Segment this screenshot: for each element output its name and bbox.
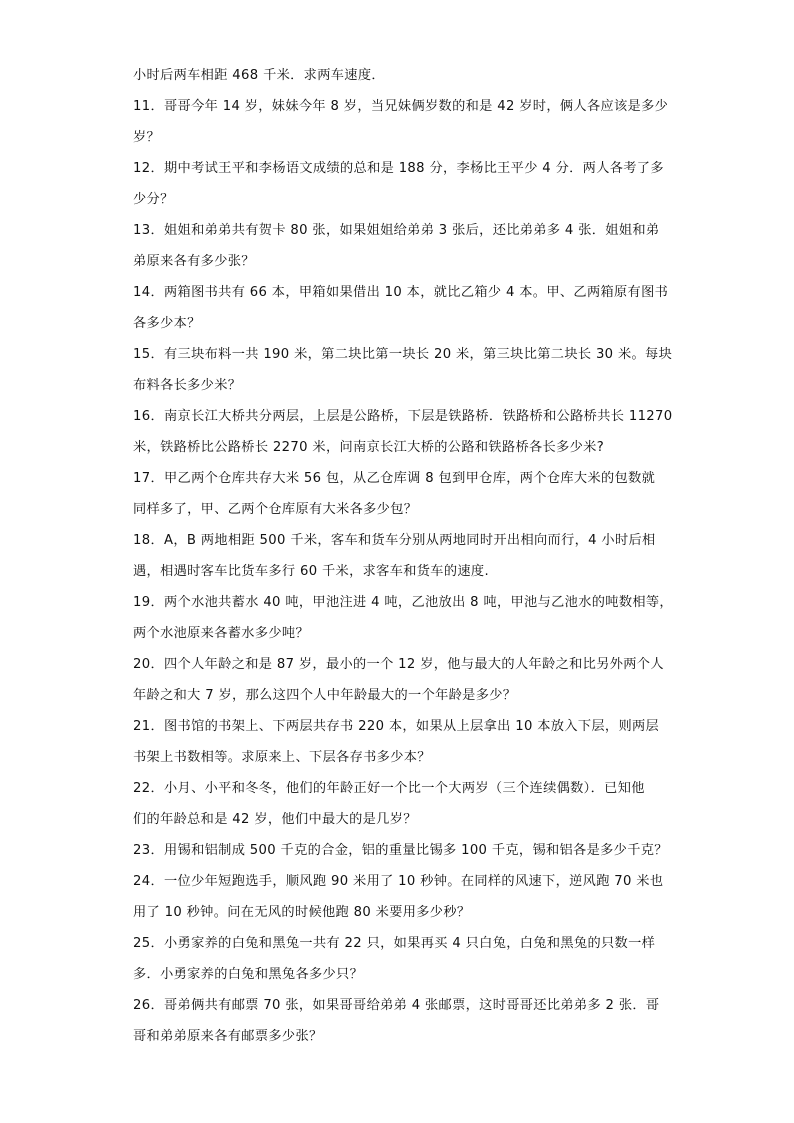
text-line: 米，铁路桥比公路桥长 2270 米，问南京长江大桥的公路和铁路桥各长多少米? <box>133 440 605 455</box>
text-line: 两个水池原来各蓄水多少吨？ <box>133 626 309 641</box>
text-line: 25．小勇家养的白兔和黑兔一共有 22 只，如果再买 4 只白兔，白兔和黑兔的只数一样 <box>133 936 656 951</box>
text-line: 12．期中考试王平和李杨语文成绩的总和是 188 分，李杨比王平少 4 分．两人各考了多 <box>133 161 664 176</box>
text-line: 各多少本？ <box>133 316 201 331</box>
text-line: 小时后两车相距 468 千米．求两车速度． <box>133 68 385 83</box>
text-line: 弟原来各有多少张？ <box>133 254 255 269</box>
text-line: 年龄之和大 7 岁，那么这四个人中年龄最大的一个年龄是多少？ <box>133 688 517 703</box>
text-line: 们的年龄总和是 42 岁，他们中最大的是几岁？ <box>133 812 417 827</box>
text-line: 17．甲乙两个仓库共存大米 56 包，从乙仓库调 8 包到甲仓库，两个仓库大米的包数就 <box>133 471 656 486</box>
text-line: 用了 10 秒钟。问在无风的时候他跑 80 米要用多少秒？ <box>133 905 471 920</box>
text-line: 24．一位少年短跑选手，顺风跑 90 米用了 10 秒钟。在同样的风速下，逆风跑 70 米也 <box>133 874 664 889</box>
text-line: 少分？ <box>133 192 174 207</box>
text-line: 遇，相遇时客车比货车多行 60 千米，求客车和货车的速度. <box>133 564 490 579</box>
text-line: 19．两个水池共蓄水 40 吨，甲池注进 4 吨，乙池放出 8 吨，甲池与乙池水的吨数相等， <box>133 595 673 610</box>
text-line: 11．哥哥今年 14 岁，妹妹今年 8 岁，当兄妹俩岁数的和是 42 岁时，俩人各应该是多少 <box>133 99 669 114</box>
text-line: 22．小月、小平和冬冬，他们的年龄正好一个比一个大两岁（三个连续偶数）．已知他 <box>133 781 645 796</box>
text-line: 16．南京长江大桥共分两层，上层是公路桥，下层是铁路桥．铁路桥和公路桥共长 11270 <box>133 409 673 424</box>
text-line: 21．图书馆的书架上、下两层共存书 220 本，如果从上层拿出 10 本放入下层，则两层 <box>133 719 660 734</box>
problem-text-block <box>133 60 673 1052</box>
text-line: 23．用锡和铝制成 500 千克的合金，铝的重量比锡多 100 千克，锡和铝各是多少千克？ <box>133 843 668 858</box>
text-line: 布料各长多少米？ <box>133 378 242 393</box>
text-line: 书架上书数相等。求原来上、下层各存书多少本？ <box>133 750 431 765</box>
text-line: 多．小勇家养的白兔和黑兔各多少只？ <box>133 967 364 982</box>
text-line: 20．四个人年龄之和是 87 岁，最小的一个 12 岁，他与最大的人年龄之和比另外两个人 <box>133 657 664 672</box>
text-line: 岁？ <box>133 130 161 145</box>
text-line: 哥和弟弟原来各有邮票多少张？ <box>133 1029 323 1044</box>
text-line: 14．两箱图书共有 66 本，甲箱如果借出 10 本，就比乙箱少 4 本。甲、乙两箱原有图书 <box>133 285 669 300</box>
text-line: 同样多了，甲、乙两个仓库原有大米各多少包？ <box>133 502 418 517</box>
text-line: 15．有三块布料一共 190 米，第二块比第一块长 20 米，第三块比第二块长 30 米。每块 <box>133 347 673 362</box>
text-line: 18．A，B 两地相距 500 千米，客车和货车分别从两地同时开出相向而行，4 小时后相 <box>133 533 656 548</box>
text-line: 13．姐姐和弟弟共有贺卡 80 张，如果姐姐给弟弟 3 张后，还比弟弟多 4 张．姐姐和弟 <box>133 223 660 238</box>
text-line: 26．哥弟俩共有邮票 70 张，如果哥哥给弟弟 4 张邮票，这时哥哥还比弟弟多 2 张．哥 <box>133 998 660 1013</box>
